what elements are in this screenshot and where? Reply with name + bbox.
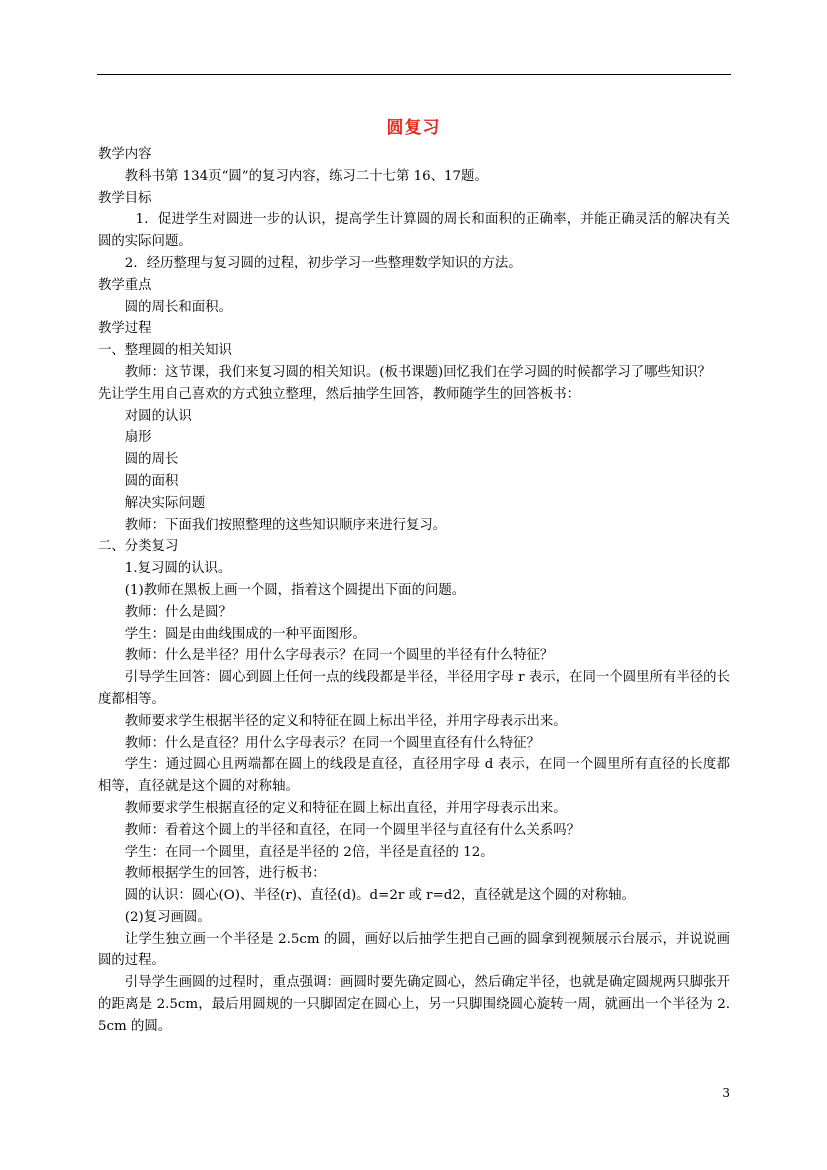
paragraph: 教科书第 134页“圆”的复习内容，练习二十七第 16、17题。 <box>124 168 488 184</box>
paragraph: 1.复习圆的认识。 <box>124 561 232 577</box>
section-heading: 教学重点 <box>98 277 152 293</box>
paragraph: 圆的认识：圆心(O)、半径(r)、直径(d)。d=2r 或 r=d2，直径就是这个圆的对称轴。 <box>124 888 635 904</box>
paragraph: 解决实际问题 <box>124 495 206 511</box>
section-heading: 一、整理圆的相关知识 <box>98 343 232 359</box>
paragraph: 教师：看着这个圆上的半径和直径，在同一个圆里半径与直径有什么关系吗？ <box>124 822 581 838</box>
paragraph: 圆的周长和面积。 <box>124 299 232 315</box>
paragraph: 教师：什么是直径？用什么字母表示？在同一个圆里直径有什么特征？ <box>124 735 540 751</box>
document-title: 圆复习 <box>386 118 441 138</box>
paragraph: 引导学生回答：圆心到圆上任何一点的线段都是半径，半径用字母 r 表示，在同一个圆里所有半径的长度都相等。 <box>98 670 730 707</box>
paragraph: 学生：在同一个圆里，直径是半径的 2倍，半径是直径的 12。 <box>124 844 494 860</box>
paragraph: 扇形 <box>124 430 152 446</box>
section-heading: 教学目标 <box>98 190 152 206</box>
paragraph: 引导学生画圆的过程时，重点强调：画圆时要先确定圆心，然后确定半径，也就是确定圆规两只脚张开的距离是 2.5cm，最后用圆规的一只脚固定在圆心上，另一只脚围绕圆心旋转一周，就画出一个半径为 2.5cm 的圆。 <box>98 975 730 1034</box>
paragraph: 教师根据学生的回答，进行板书： <box>124 866 326 882</box>
paragraph: 教师要求学生根据直径的定义和特征在圆上标出直径，并用字母表示出来。 <box>124 800 567 816</box>
section-heading: 教学内容 <box>98 147 152 162</box>
page-number: 3 <box>722 1086 730 1100</box>
paragraph: 学生：通过圆心且两端都在圆上的线段是直径，直径用字母 d 表示，在同一个圆里所有直径的长度都相等，直径就是这个圆的对称轴。 <box>98 757 730 795</box>
paragraph: 教师：什么是半径？用什么字母表示？在同一个圆里的半径有什么特征？ <box>124 648 554 664</box>
paragraph: 教师：这节课，我们来复习圆的相关知识。(板书课题)回忆我们在学习圆的时候都学习了哪些知识？ <box>124 364 712 380</box>
paragraph: 1．促进学生对圆进一步的认识，提高学生计算圆的周长和面积的正确率，并能正确灵活的解决有关圆的实际问题。 <box>98 212 730 250</box>
section-heading: 二、分类复习 <box>98 539 179 555</box>
paragraph: 对圆的认识 <box>124 408 192 424</box>
paragraph: 2．经历整理与复习圆的过程，初步学习一些整理数学知识的方法。 <box>124 255 522 271</box>
paragraph: 教师要求学生根据半径的定义和特征在圆上标出半径，并用字母表示出来。 <box>124 713 567 729</box>
paragraph: (1)教师在黑板上画一个圆，指着这个圆提出下面的问题。 <box>124 582 466 598</box>
section-heading: 先让学生用自己喜欢的方式独立整理，然后抽学生回答，教师随学生的回答板书： <box>98 386 581 402</box>
header-rule <box>97 74 731 75</box>
paragraph: 教师：下面我们按照整理的这些知识顺序来进行复习。 <box>124 517 447 533</box>
paragraph: 教师：什么是圆？ <box>124 604 232 620</box>
document-body <box>98 144 730 1038</box>
paragraph: 学生：圆是由曲线围成的一种平面图形。 <box>124 626 366 642</box>
paragraph: 圆的面积 <box>124 473 179 489</box>
paragraph: 让学生独立画一个半径是 2.5cm 的圆，画好以后抽学生把自己画的圆拿到视频展示台展示，并说说画圆的过程。 <box>98 931 730 969</box>
paragraph: 圆的周长 <box>124 452 179 468</box>
section-heading: 教学过程 <box>98 321 152 337</box>
paragraph: (2)复习画圆。 <box>124 909 211 925</box>
